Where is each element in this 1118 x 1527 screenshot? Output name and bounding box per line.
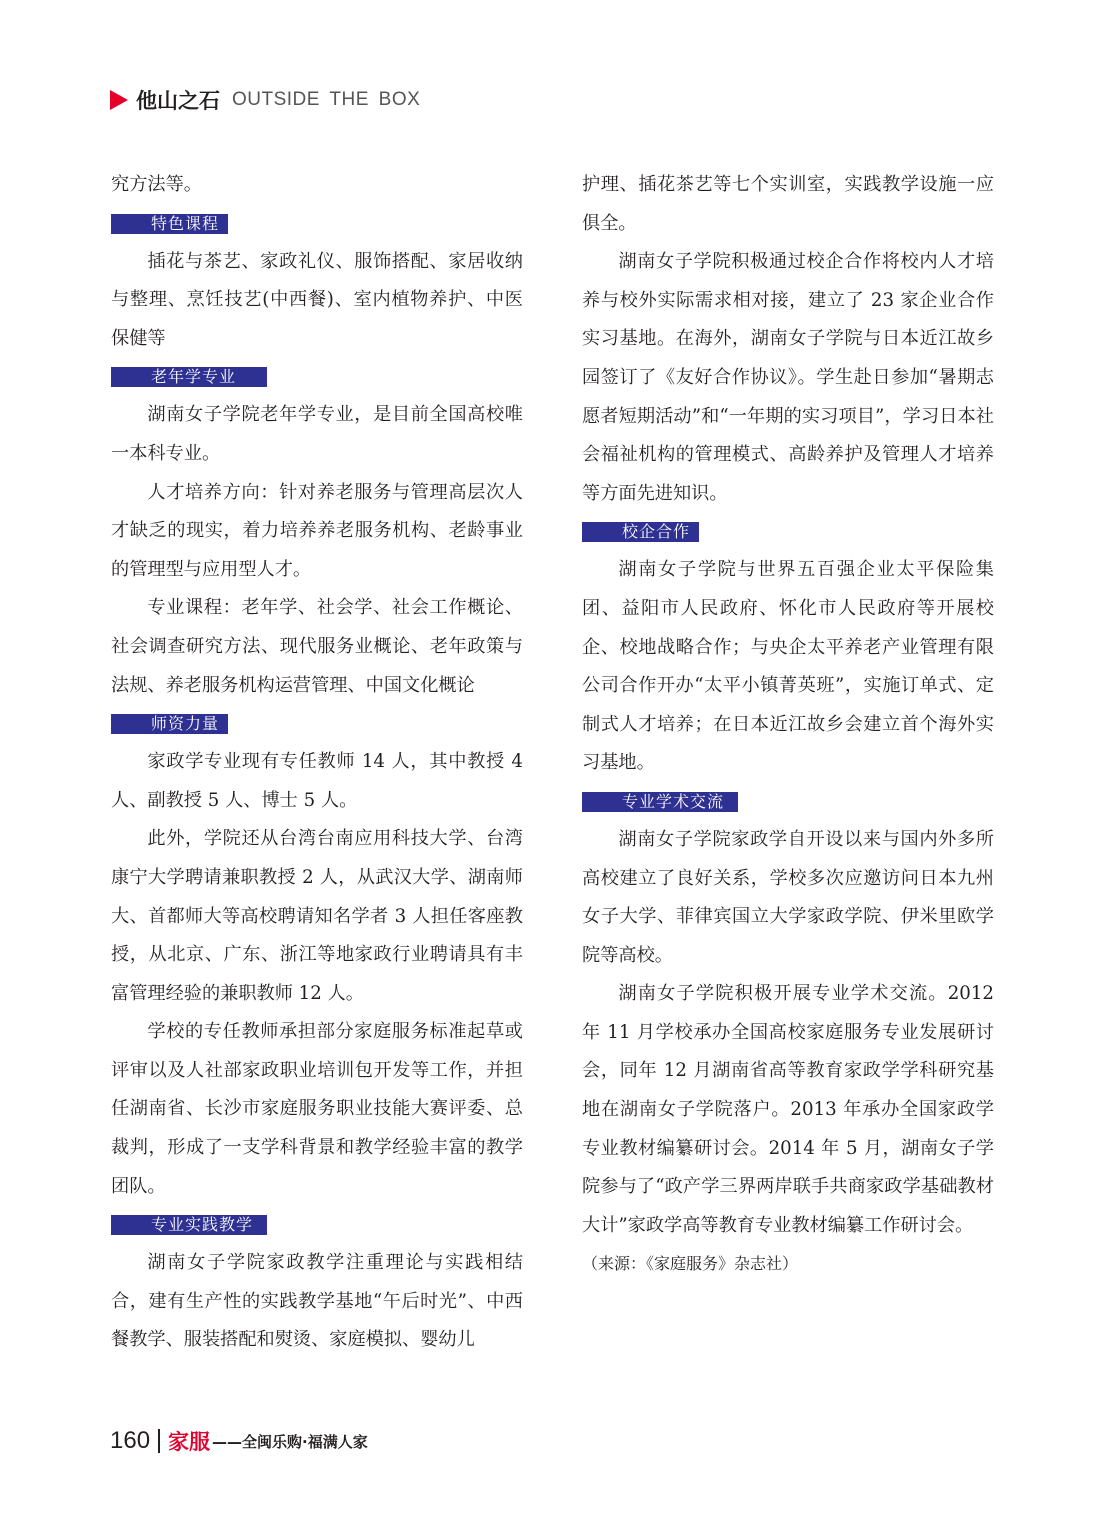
running-header bbox=[110, 86, 420, 114]
paragraph: 湖南女子学院积极开展专业学术交流。2012 年 11 月学校承办全国高校家庭服务专业发展研讨会，同年 12 月湖南省高等教育家政学学科研究基地在湖南女子学院落户。2013 年承办全国家政学专业教材编纂研讨会。2014 年 5 月，湖南女子学院参与了“政产学三界两岸联手共商家政学基础教材大计”家政学高等教育专业教材编纂工作研讨会。 bbox=[582, 983, 994, 1236]
section-heading-label: 专业实践教学 bbox=[151, 1215, 254, 1235]
footer-divider bbox=[158, 1429, 160, 1453]
paragraph: 湖南女子学院家政学自开设以来与国内外多所高校建立了良好关系，学校多次应邀访问日本九州女子大学、菲律宾国立大学家政学院、伊米里欧学院等高校。 bbox=[582, 828, 994, 966]
page-footer bbox=[110, 1426, 368, 1456]
section-title-cn: 他山之石 bbox=[136, 89, 220, 113]
section-heading-label: 校企合作 bbox=[622, 522, 691, 542]
section-heading-label: 特色课程 bbox=[151, 213, 220, 233]
section-heading-label: 老年学专业 bbox=[151, 367, 237, 387]
section-heading-label: 专业学术交流 bbox=[622, 791, 725, 811]
paragraph: 湖南女子学院积极通过校企合作将校内人才培养与校外实际需求相对接，建立了 23 家企业合作实习基地。在海外，湖南女子学院与日本近江故乡园签订了《友好合作协议》。学生赴日参加“暑期志愿者短期活动”和“一年期的实习项目”，学习日本社会福祉机构的管理模式、高龄养护及管理人才培养等方面先进知识。 bbox=[582, 251, 994, 504]
left-column bbox=[111, 166, 523, 1360]
section-heading bbox=[111, 214, 228, 234]
section-heading bbox=[111, 1215, 267, 1235]
section-heading bbox=[111, 367, 267, 387]
paragraph: 究方法等。 bbox=[111, 174, 202, 195]
paragraph: 湖南女子学院与世界五百强企业太平保险集团、益阳市人民政府、怀化市人民政府等开展校企、校地战略合作；与央企太平养老产业管理有限公司合作开办“太平小镇菁英班”，实施订单式、定制式人才培养；在日本近江故乡会建立首个海外实习基地。 bbox=[582, 559, 994, 774]
section-heading bbox=[582, 792, 738, 812]
paragraph: 此外，学院还从台湾台南应用科技大学、台湾康宁大学聘请兼职教授 2 人，从武汉大学、湖南师大、首都师大等高校聘请知名学者 3 人担任客座教授，从北京、广东、浙江等地家政行业聘请具有丰富管理经验的兼职教师 12 人。 bbox=[111, 828, 523, 1004]
source-credit: （来源：《家庭服务》杂志社） bbox=[582, 1254, 799, 1274]
magazine-brand: 家服 bbox=[168, 1430, 211, 1454]
paragraph: 专业课程：老年学、社会学、社会工作概论、社会调查研究方法、现代服务业概论、老年政策与法规、养老服务机构运营管理、中国文化概论 bbox=[111, 597, 523, 696]
section-heading bbox=[111, 714, 228, 734]
page-number: 160 bbox=[110, 1427, 151, 1454]
paragraph: 家政学专业现有专任教师 14 人，其中教授 4 人、副教授 5 人、博士 5 人。 bbox=[111, 751, 523, 811]
magazine-slogan: ——全闽乐购·福满人家 bbox=[212, 1432, 368, 1451]
paragraph: 学校的专任教师承担部分家庭服务标准起草或评审以及人社部家政职业培训包开发等工作，并担任湖南省、长沙市家庭服务职业技能大赛评委、总裁判，形成了一支学科背景和教学经验丰富的教学团队。 bbox=[111, 1021, 523, 1197]
section-title-en: OUTSIDE THE BOX bbox=[232, 89, 421, 110]
paragraph: 人才培养方向：针对养老服务与管理高层次人才缺乏的现实，着力培养养老服务机构、老龄事业的管理型与应用型人才。 bbox=[111, 481, 523, 580]
paragraph: 护理、插花茶艺等七个实训室，实践教学设施一应俱全。 bbox=[582, 174, 994, 234]
paragraph: 湖南女子学院家政教学注重理论与实践相结合，建有生产性的实践教学基地“午后时光”、中西餐教学、服装搭配和熨烫、家庭模拟、婴幼儿 bbox=[111, 1252, 523, 1351]
paragraph: 插花与茶艺、家政礼仪、服饰搭配、家居收纳与整理、烹饪技艺(中西餐)、室内植物养护、中医保健等 bbox=[111, 250, 523, 349]
section-heading bbox=[582, 522, 699, 542]
right-column bbox=[582, 166, 994, 1284]
triangle-marker-icon bbox=[110, 90, 128, 110]
section-heading-label: 师资力量 bbox=[151, 714, 220, 734]
paragraph: 湖南女子学院老年学专业，是目前全国高校唯一本科专业。 bbox=[111, 404, 523, 464]
